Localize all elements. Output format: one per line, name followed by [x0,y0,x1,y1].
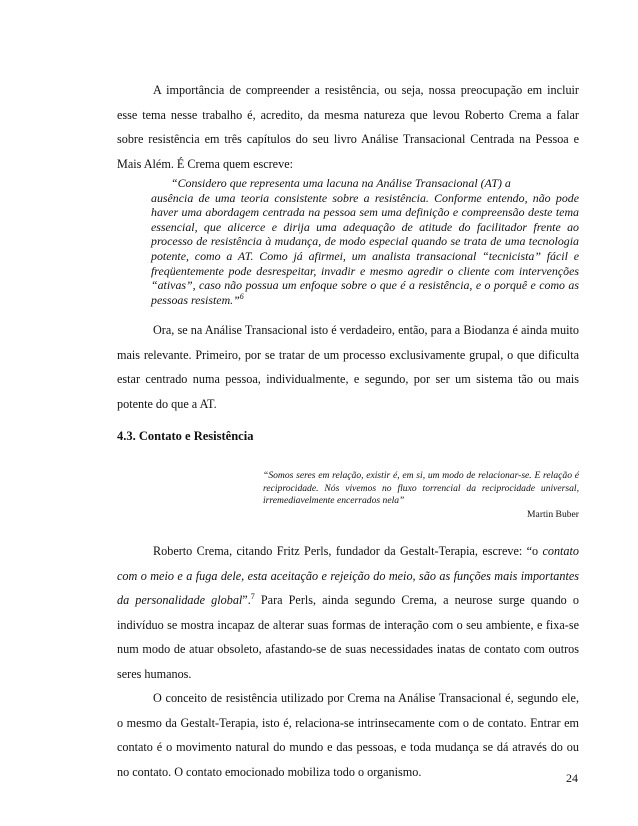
section-heading: 4.3. Contato e Resistência [117,429,254,443]
epigraph-author: Martin Buber [527,509,579,520]
epigraph-quote: “Somos seres em relação, existir é, em si, um modo de relacionar-se. E relação é reciprocidade. Nós vivemos no fluxo torrencial da reciprocidade universal, irremediavelmente encerrados nela” [263,470,579,507]
quote-first-line: “Considero que representa uma lacuna na Análise Transacional (AT) a [171,176,511,190]
perls-quote: contato com o meio e a fuga dele, esta aceitação e rejeição do meio, são as funções mais importantes da personalidade global [117,544,579,607]
footnote-ref-6[interactable]: 6 [239,291,244,301]
paragraph-perls [117,539,579,686]
footnote-ref-7[interactable]: 7 [250,591,255,601]
block-quote-crema [151,176,579,307]
paragraph-contato: O conceito de resistência utilizado por Crema na Análise Transacional é, segundo ele, o mesmo da Gestalt-Terapia, isto é, relaciona-se intrinsecamente com o de contato. Entrar em contato é o movimento natural do mundo e das pessoas, e toda mudança se dá através do ou no contato. O contato emocionado mobiliza todo o organismo. [117,691,579,779]
para3-end: Para Perls, ainda segundo Crema, a neurose surge quando o indivíduo se mostra incapaz de alterar suas formas de interação com o seu ambiente, e fixa-se num modo de atuar obsoleto, afastando-se de suas necessidades inatas de contato com outros seres humanos. [117,593,579,681]
para3-start: Roberto Crema, citando Fritz Perls, fundador da Gestalt-Terapia, escreve: “o [153,544,543,558]
page-number: 24 [566,771,578,785]
quote-body: ausência de uma teoria consistente sobre a resistência. Conforme entendo, não pode haver uma abordagem centrada na pessoa sem uma definição e compreensão deste tema essencial, que alicerce e dirija uma adequação de atitude do facilitador frente ao processo de resistência à mudança, de modo especial quando se trata de uma tecnologia potente, como a AT. Como já afirmei, um analista transacional “tecnicista” fácil e freqüentemente pode desrespeitar, invadir e mesmo agredir o cliente com intervenções “ativas”, caso não possua um enfoque sobre o que é a resistência, e o porquê e como as pessoas resistem.” [151,190,579,307]
para3-close: ”. [242,593,251,607]
paragraph-intro: A importância de compreender a resistência, ou seja, nossa preocupação em incluir esse tema nesse trabalho é, acredito, da mesma natureza que levou Roberto Crema a falar sobre resistência em três capítulos do seu livro Análise Transacional Centrada na Pessoa e Mais Além. É Crema quem escreve: [117,83,579,171]
paragraph-biodanza: Ora, se na Análise Transacional isto é verdadeiro, então, para a Biodanza é ainda muito mais relevante. Primeiro, por se tratar de um processo exclusivamente grupal, o que dificulta estar centrado numa pessoa, individualmente, e segundo, por ser um sistema tão ou mais potente do que a AT. [117,323,579,411]
